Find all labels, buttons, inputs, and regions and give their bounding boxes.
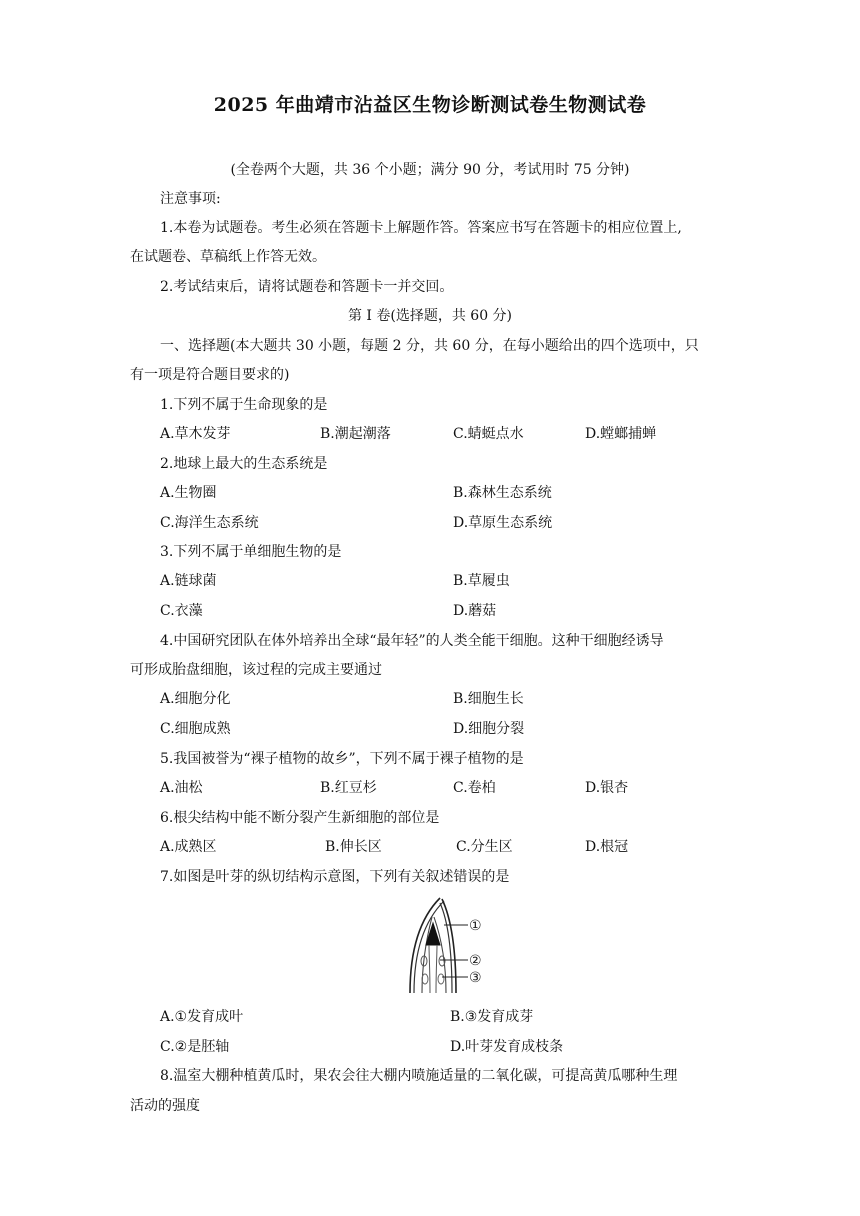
figure-label-3: ③ [469, 970, 482, 986]
option-b: B.伸长区 [325, 839, 382, 855]
question-stem: 8.温室大棚种植黄瓜时，果农会往大棚内喷施适量的二氧化碳，可提高黄瓜哪种生理 [160, 1068, 678, 1084]
question-stem: 2.地球上最大的生态系统是 [160, 456, 328, 472]
option-d: D.根冠 [585, 839, 629, 855]
notice-line: 2.考试结束后，请将试题卷和答题卡一并交回。 [160, 279, 454, 295]
question-stem: 6.根尖结构中能不断分裂产生新细胞的部位是 [160, 810, 440, 826]
option-b: B.红豆杉 [320, 780, 377, 796]
option-d: D.叶芽发育成枝条 [450, 1039, 564, 1055]
figure-label-2: ② [469, 953, 482, 969]
notice-line: 1.本卷为试题卷。考生必须在答题卡上解题作答。答案应书写在答题卡的相应位置上, [160, 220, 682, 236]
option-c: C.蜻蜓点水 [453, 426, 524, 442]
option-c: C.分生区 [456, 839, 513, 855]
question-stem: 1.下列不属于生命现象的是 [160, 397, 328, 413]
question-stem: 7.如图是叶芽的纵切结构示意图，下列有关叙述错误的是 [160, 869, 510, 885]
option-a: A.链球菌 [160, 573, 217, 589]
option-a: A.油松 [160, 780, 203, 796]
option-d: D.蘑菇 [453, 603, 497, 619]
option-d: D.银杏 [585, 780, 629, 796]
option-d: D.草原生态系统 [453, 515, 553, 531]
option-a: A.生物圈 [160, 485, 217, 501]
question-stem-continued: 活动的强度 [130, 1098, 200, 1114]
option-a: A.成熟区 [160, 839, 217, 855]
option-c: C.②是胚轴 [160, 1039, 230, 1055]
leaf-bud-drawing [400, 895, 500, 995]
notice-heading: 注意事项: [160, 191, 221, 207]
leaf-bud-diagram [400, 895, 500, 995]
question-stem-continued: 可形成胎盘细胞，该过程的完成主要通过 [130, 662, 382, 678]
question-stem: 3.下列不属于单细胞生物的是 [160, 544, 342, 560]
question-stem: 5.我国被誉为“裸子植物的故乡”，下列不属于裸子植物的是 [160, 751, 524, 767]
section-intro: 一、选择题(本大题共 30 小题，每题 2 分，共 60 分，在每小题给出的四个选项中，只 [160, 338, 699, 354]
option-c: C.海洋生态系统 [160, 515, 259, 531]
option-a: A.草木发芽 [160, 426, 231, 442]
option-c: C.细胞成熟 [160, 721, 231, 737]
option-c: C.衣藻 [160, 603, 203, 619]
option-b: B.潮起潮落 [320, 426, 391, 442]
page-title: 2025 年曲靖市沾益区生物诊断测试卷生物测试卷 [213, 94, 647, 116]
option-a: A.细胞分化 [160, 691, 231, 707]
question-stem: 4.中国研究团队在体外培养出全球“最年轻”的人类全能干细胞。这种干细胞经诱导 [160, 633, 664, 649]
option-c: C.卷柏 [453, 780, 496, 796]
option-b: B.森林生态系统 [453, 485, 552, 501]
option-b: B.细胞生长 [453, 691, 524, 707]
option-a: A.①发育成叶 [160, 1009, 244, 1025]
figure-label-1: ① [469, 918, 482, 934]
option-d: D.细胞分裂 [453, 721, 525, 737]
notice-line: 在试题卷、草稿纸上作答无效。 [130, 249, 326, 265]
option-b: B.③发育成芽 [450, 1009, 534, 1025]
option-d: D.螳螂捕蝉 [585, 426, 657, 442]
exam-subtitle: (全卷两个大题，共 36 个小题；满分 90 分，考试用时 75 分钟) [230, 162, 630, 178]
section-title: 第 I 卷(选择题，共 60 分) [347, 308, 513, 324]
option-b: B.草履虫 [453, 573, 510, 589]
section-intro: 有一项是符合题目要求的) [130, 367, 290, 383]
